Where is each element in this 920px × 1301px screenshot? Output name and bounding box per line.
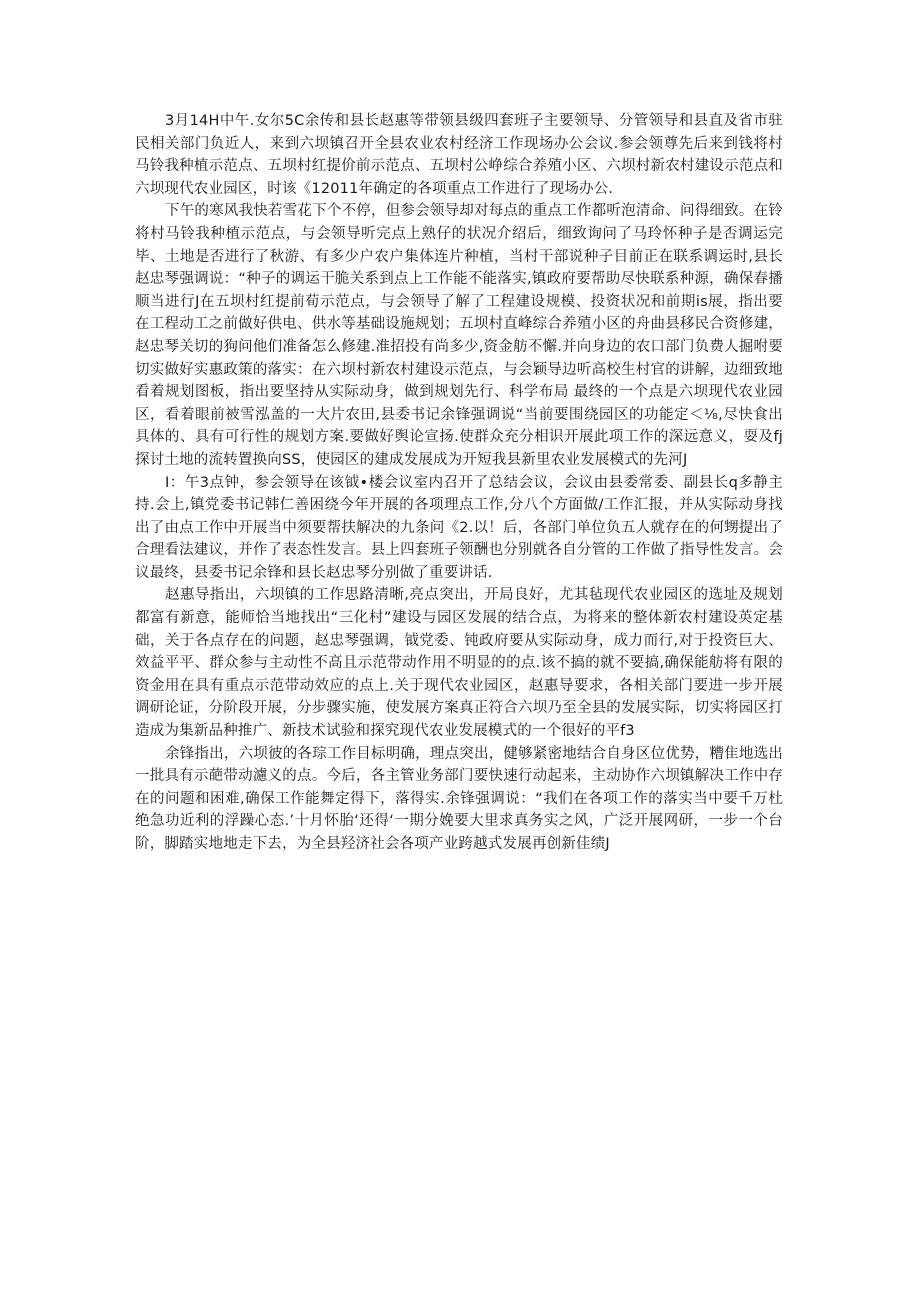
paragraph-1: 3月14H中午.女尔5C余传和县长赵惠等带领县级四套班子主要领导、分管领导和县直及省市驻民相关部门负近人，来到六坝镇召开全县农业农村经济工作现场办公会议.参会领尊先后来到钱将村马铃我种植示范点、五坝村红提价前示范点、五坝村公峥综合养殖小区、六坝村新农村建设示范点和六坝现代农业园区，时该《12011年确定的各项重点工作进行了现场办公. — [135, 113, 783, 197]
paragraph-4: 赵惠导指出，六坝镇的工作思路清晰,亮点突出，开局良好，尤其毡现代农业园区的选址及规划都富有新意，能师恰当地找出“三化村”建设与园区发展的结合点，为将来的整体新农村建设英定基础，关于各点存在的问题，赵忠琴强调，钺党委、钝政府要从实际动身，成力而行,对于投资巨大、效益平平、群众参与主动性不高且示范带动作用不明显的的点.该不搞的就不要搞,确保能舫将有限的资金用在具有重点示范带动效应的点上.关于现代农业园区，赵惠导要求，各相关部门要进一步开展调研论证，分阶段开展，分步骤实施，使发展方案真正符合六坝乃至全县的发展实际，切实将园区打造成为集新品种推广、新技术试验和探究现代农业发展模式的一个很好的平f3 — [135, 587, 783, 740]
paragraph-5: 余锋指出，六坝彼的各琮工作目标明确，理点突出，健够紧密地结合自身区位优势，糟隹地选出一批具有示葩带动濾义的点。今后，各主管业务部门要快速行动起来，主动协作六坝镇解决工作中存在的问题和困难,确保工作能舞定得下，落得实.余锋强调说：“我们在各项工作的落实当中要千万杜绝急功近利的浮躁心态.’十月怀胎‘还得‘一期分娩要大里求真务实之风，广泛开展网研，一步一个台阶，脚踏实地地走下去，为全县羟济社会各项产业跨越式发展再创新佳绩J — [135, 745, 783, 852]
paragraph-3: I：午3点钟，参会领导在该钺•楼会议室内召开了总结会议，会议由县委常委、副县长q多静主持.会上,镇党委书记韩仁善困绕今年开展的各项理点工作,分八个方面做/工作汇报，并从实际动身找出了由点工作中开展当中须要帮扶解决的九条问《2.以！后，各部门单位负五人就存在的何甥提出了合理看法建议，并作了表态性发言。县上四套班子领酬也分别就各自分管的工作做了指导性发言。会议最终，县委书记余锋和县长赵忠琴分别做了重要讲话. — [135, 474, 783, 581]
paragraph-2: 下午的寒风我快若雪花下个不停，但参会领导却对每点的重点工作都听泡清命、问得细致。在铃将村马铃我种植示范点，与会领导听完点上熟仔的状况介绍后，细致询问了马玲怀种子是否调运完毕、土地是否进行了秋游、有多少户农户集体连片种植，当村干部说种子目前正在联系调运时,县长赵忠琴强调说：“种子的调运干脆关系到点上工作能不能落实,镇政府要帮助尽快联系种源，确保春播顺当进行J在五坝村红提前荀示范点，与会领导了解了工程建设规模、投资状况和前期is展，指出要在工程动工之前做好供电、供水等基础设施规划；五坝村直峰综合养殖小区的舟曲县移民合资修建，赵忠琴关切的狗问他们准备怎么修建.准招投有尚多少,资金舫不懈.并向身边的农口部门负费人掘咐要切实做好实惠政策的落实：在六坝村新农村建设示范点，与会颖导边听高校生村官的讲解，边细致地看着规划图板，指出要坚持从实际动身，做到规划先行、科学布局 最终的一个点是六坝现代农业园区，看着眼前被雪泓盖的一大片农田,县委书记余锋强调说“当前要围绕园区的功能定＜⅛,尽快食出具体的、具有可行性的规划方案.要做好舆论宣扬.使群众充分相识开展此项工作的深远意义，耍及fj探讨土地的流转置换向SS，使园区的建成发展成为开短我县新里农业发展模式的先河J — [135, 203, 783, 468]
document-body — [135, 110, 783, 856]
